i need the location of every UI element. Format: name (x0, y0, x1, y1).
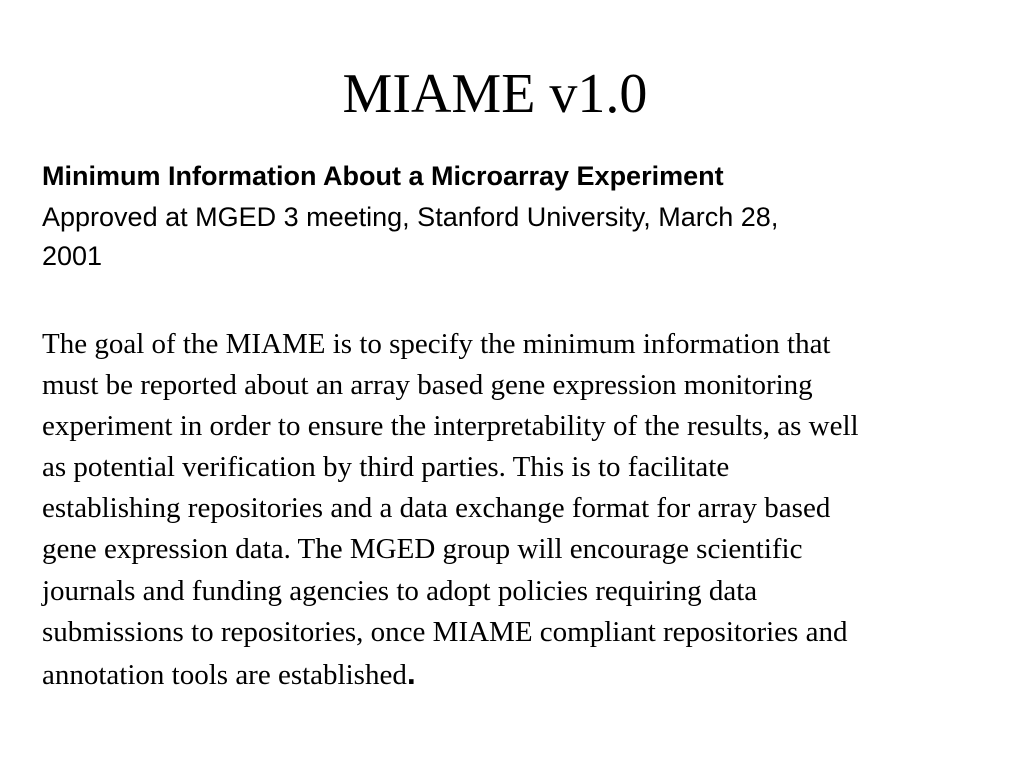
paragraph-line-text: annotation tools are established (42, 658, 407, 691)
approval-note (42, 198, 992, 276)
paragraph-line: experiment in order to ensure the interpretability of the results, as well (42, 410, 859, 443)
paragraph-line: journals and funding agencies to adopt policies requiring data (42, 574, 758, 607)
paragraph-line: as potential verification by third parties. This is to facilitate (42, 451, 730, 484)
slide-title: MIAME v1.0 (342, 63, 648, 125)
goal-paragraph (42, 324, 1012, 696)
paragraph-line: gene expression data. The MGED group will encourage scientific (42, 533, 803, 566)
paragraph-line: must be reported about an array based gene expression monitoring (42, 369, 813, 402)
paragraph-line: submissions to repositories, once MIAME compliant repositories and (42, 615, 848, 648)
paragraph-line: The goal of the MIAME is to specify the minimum information that (42, 328, 831, 360)
slide-subtitle: Minimum Information About a Microarray Experiment (42, 161, 724, 191)
approval-line: Approved at MGED 3 meeting, Stanford University, March 28, (42, 202, 779, 232)
approval-line: 2001 (42, 241, 103, 271)
paragraph-line (42, 653, 1012, 696)
paragraph-line: establishing repositories and a data exchange format for array based (42, 492, 831, 525)
closing-period: . (406, 654, 416, 691)
